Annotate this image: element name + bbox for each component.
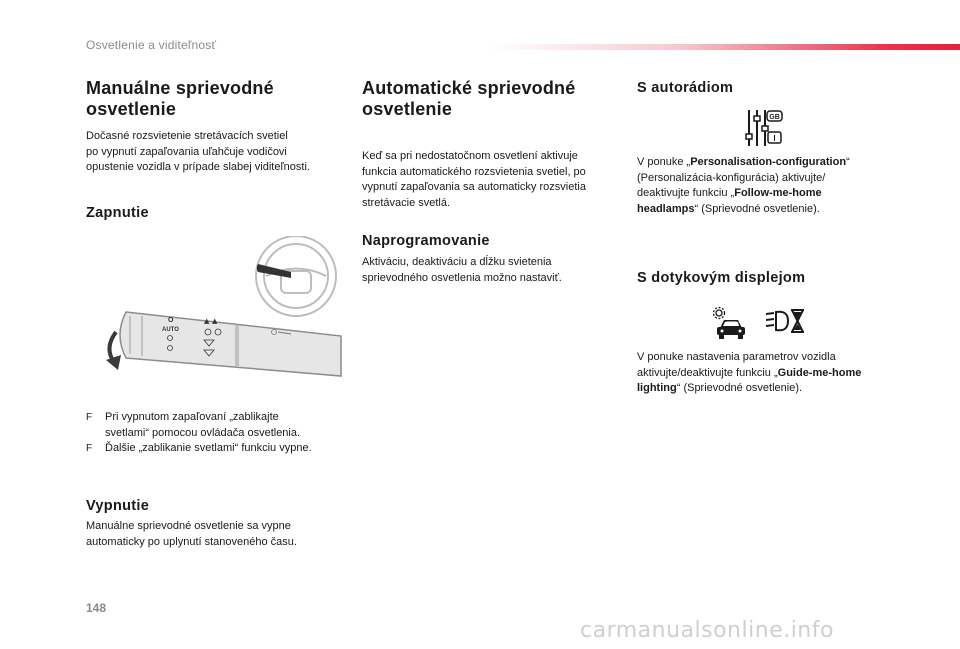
- touchscreen-instructions: V ponuke nastavenia parametrov vozidla aktivujte/deaktivujte funkciu „Guide-me-home lighting“ (Sprievodné osvetlenie).: [637, 351, 862, 394]
- auto-section-title: Automatické sprievodné osvetlenie: [362, 78, 576, 119]
- radio-settings-icon: [744, 108, 784, 148]
- svg-text:AUTO: AUTO: [162, 327, 179, 333]
- page-number: 148: [86, 601, 107, 615]
- chapter-title: Osvetlenie a viditeľnosť: [86, 38, 217, 52]
- on-heading: Zapnutie: [86, 205, 149, 221]
- stalk-icon: [258, 264, 291, 278]
- auto-intro-text: Keď sa pri nedostatočnom osvetlení aktivuje funkcia automatického rozsvietenia svetiel, po vypnutí zapaľovania sa automaticky rozsvietia stretávacie svetlá.: [362, 150, 586, 209]
- headlamp-timer-icon: [764, 308, 806, 334]
- watermark-text: carmanualsonline.info: [580, 618, 834, 643]
- manual-intro-text: Dočasné rozsvietenie stretávacích svetiel po vypnutí zapaľovania uľahčuje vodičovi opustenie vozidla v prípade slabej viditeľnosti.: [86, 130, 310, 173]
- svg-text:▲: ▲: [212, 317, 218, 325]
- programming-heading: Naprogramovanie: [362, 233, 490, 249]
- off-text: Manuálne sprievodné osvetlenie sa vypne automaticky po uplynutí stanoveného času.: [86, 520, 297, 548]
- off-heading: Vypnutie: [86, 498, 150, 514]
- radio-heading: S autorádiom: [637, 80, 734, 96]
- svg-text:O: O: [168, 317, 174, 324]
- list-item: F Pri vypnutom zapaľovaní „zablikajte svetlami“ pomocou ovládača osvetlenia.: [86, 411, 301, 439]
- light-switch-stalk-icon: [120, 312, 341, 376]
- svg-text:GB: GB: [769, 114, 780, 121]
- manual-section-title: Manuálne sprievodné osvetlenie: [86, 78, 274, 119]
- pull-arrow-icon: [106, 332, 121, 370]
- touchscreen-heading: S dotykovým displejom: [637, 270, 806, 286]
- lighting-stalk-illustration: [96, 236, 346, 386]
- vehicle-settings-icon: [712, 306, 748, 340]
- steering-wheel-icon: [256, 236, 336, 316]
- svg-text:I: I: [773, 134, 776, 143]
- svg-text:▲: ▲: [204, 317, 210, 325]
- list-item: F Ďalšie „zablikanie svetlami“ funkciu vypne.: [86, 442, 312, 454]
- on-instructions: [86, 410, 356, 457]
- header-accent-bar: [490, 44, 960, 50]
- programming-text: Aktiváciu, deaktiváciu a dĺžku svietenia sprievodného osvetlenia možno nastaviť.: [362, 256, 562, 284]
- radio-instructions: V ponuke „Personalisation-configuration“ (Personalizácia-konfigurácia) aktivujte/ deaktivujte funkciu „Follow-me-home headlamps“ (Sprievodné osvetlenie).: [637, 156, 850, 215]
